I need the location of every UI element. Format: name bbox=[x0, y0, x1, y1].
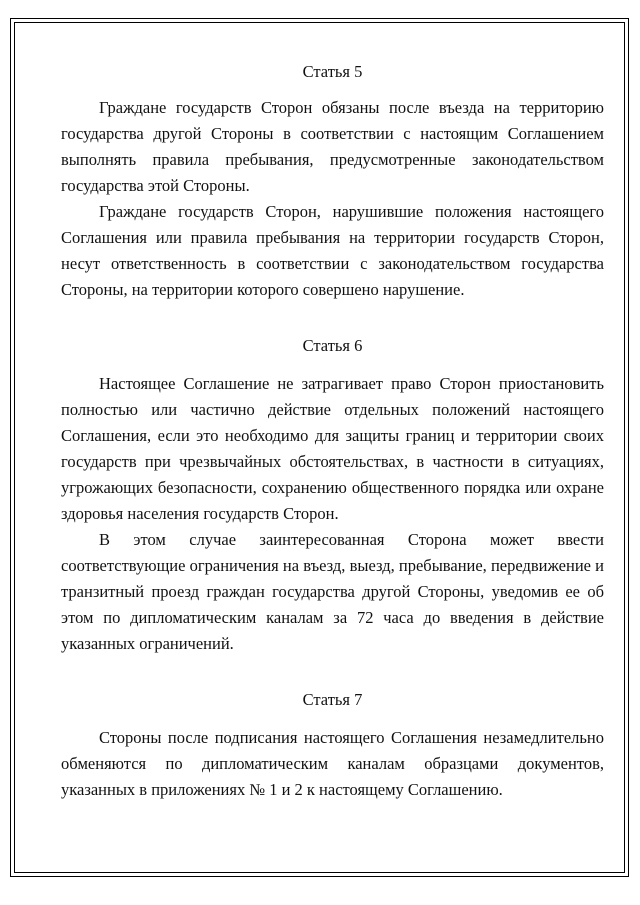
article-5-paragraph-2: Граждане государств Сторон, нарушившие положения настоящего Соглашения или правила пребывания на территории государств Сторон, несут ответственность в соответствии с законодательством государства Стороны, на территории которого совершено нарушение. bbox=[61, 202, 604, 299]
article-5 bbox=[61, 59, 604, 303]
article-6-heading: Статья 6 bbox=[302, 336, 363, 355]
article-6-paragraph-1: Настоящее Соглашение не затрагивает право Сторон приостановить полностью или частично действие отдельных положений настоящего Соглашения, если это необходимо для защиты границ и территории своих государств при чрезвычайных обстоятельствах, в частности в ситуациях, угрожающих безопасности, сохранению общественного порядка или охране здоровья населения государств Сторон. bbox=[61, 374, 604, 523]
document-page bbox=[14, 22, 625, 873]
article-6 bbox=[61, 333, 604, 657]
article-5-paragraph-1: Граждане государств Сторон обязаны после въезда на территорию государства другой Стороны в соответствии с настоящим Соглашением выполнять правила пребывания, предусмотренные законодательством государства этой Стороны. bbox=[61, 98, 604, 195]
article-5-heading: Статья 5 bbox=[302, 62, 363, 81]
article-7-heading: Статья 7 bbox=[302, 690, 363, 709]
article-6-paragraph-2: В этом случае заинтересованная Сторона может ввести соответствующие ограничения на въезд, выезд, пребывание, передвижение и транзитный проезд граждан государства другой Стороны, уведомив ее об этом по дипломатическим каналам за 72 часа до введения в действие указанных ограничений. bbox=[61, 530, 604, 653]
article-7-paragraph-1: Стороны после подписания настоящего Соглашения незамедлительно обменяются по дипломатическим каналам образцами документов, указанных в приложениях № 1 и 2 к настоящему Соглашению. bbox=[61, 728, 604, 799]
article-7 bbox=[61, 687, 604, 803]
document-body bbox=[61, 59, 604, 803]
